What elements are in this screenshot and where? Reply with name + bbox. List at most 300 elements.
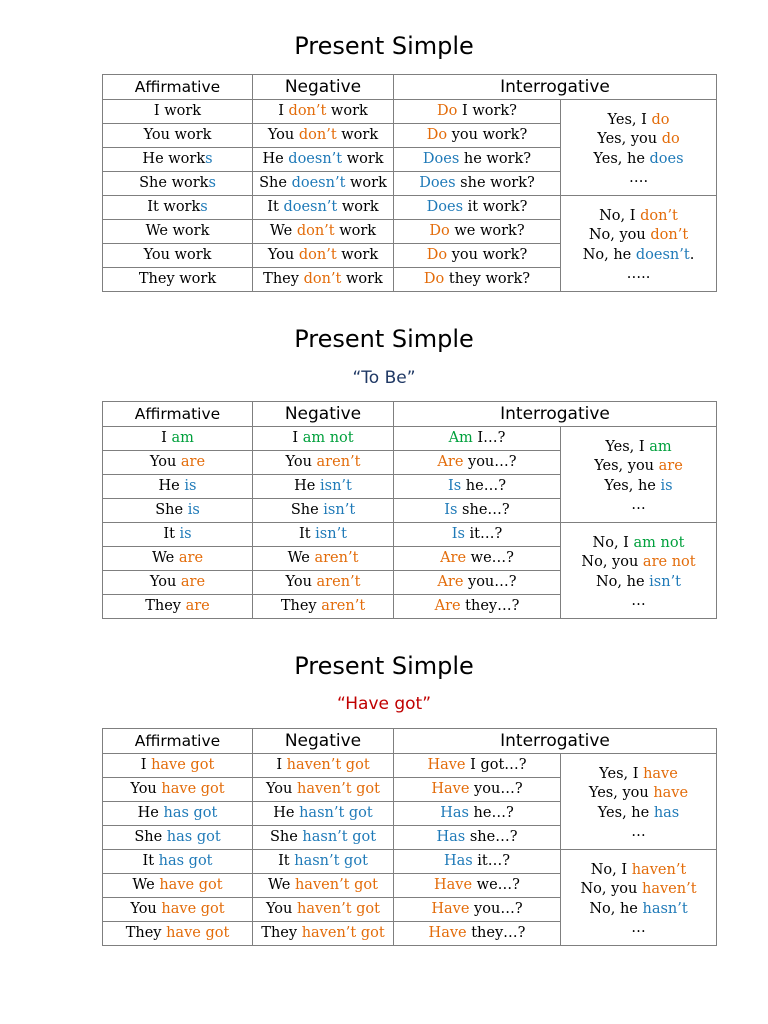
text-segment: Yes, you: [597, 131, 662, 147]
text-segment: They: [145, 598, 186, 614]
interrogative-cell: [394, 778, 561, 802]
header-interrogative: Interrogative: [394, 75, 717, 100]
text-segment: I work?: [457, 103, 517, 119]
highlighted-text: doesn’t: [283, 199, 338, 215]
interrogative-cell: [394, 850, 561, 874]
table-body: [103, 754, 717, 946]
highlighted-text: haven’t got: [286, 757, 370, 773]
short-answer-line: [561, 859, 716, 879]
highlighted-text: have: [643, 765, 678, 782]
text-segment: he work?: [459, 151, 532, 167]
short-answer-line: [561, 475, 716, 495]
text-segment: You: [149, 574, 181, 590]
header-negative: Negative: [253, 75, 394, 100]
negative-cell: [253, 268, 394, 292]
highlighted-text: hasn’t got: [302, 829, 377, 845]
header-affirmative: Affirmative: [103, 402, 253, 427]
affirmative-cell: [103, 451, 253, 475]
text-segment: She: [269, 829, 303, 845]
header-affirmative: Affirmative: [103, 729, 253, 754]
text-segment: He: [137, 805, 164, 821]
interrogative-cell: [394, 826, 561, 850]
highlighted-text: are: [178, 550, 204, 566]
highlighted-text: doesn’t: [635, 246, 690, 263]
highlighted-text: are not: [642, 554, 696, 570]
interrogative-cell: [394, 172, 561, 196]
text-segment: She work: [139, 175, 209, 191]
negative-cell: [253, 220, 394, 244]
text-segment: .: [689, 246, 695, 263]
interrogative-cell: [394, 268, 561, 292]
text-segment: Yes, he: [593, 150, 650, 167]
highlighted-text: haven’t: [641, 881, 697, 897]
highlighted-text: Do: [429, 223, 450, 239]
highlighted-text: Have: [431, 901, 470, 917]
highlighted-text: s: [205, 151, 213, 167]
interrogative-cell: [394, 124, 561, 148]
interrogative-cell: [394, 100, 561, 124]
highlighted-text: haven’t got: [297, 781, 380, 797]
highlighted-text: have got: [161, 781, 225, 797]
text-segment: he…?: [461, 478, 506, 494]
text-segment: She: [134, 829, 167, 845]
highlighted-text: has: [653, 804, 680, 821]
highlighted-text: Does: [419, 175, 456, 191]
highlighted-text: aren’t: [314, 550, 359, 566]
highlighted-text: don’t: [298, 127, 337, 143]
text-segment: …: [631, 593, 646, 609]
highlighted-text: Are: [440, 550, 467, 566]
text-segment: They: [125, 925, 167, 941]
text-segment: No, he: [595, 573, 650, 590]
affirmative-cell: [103, 778, 253, 802]
affirmative-cell: [103, 523, 253, 547]
interrogative-cell: [394, 874, 561, 898]
interrogative-cell: [394, 148, 561, 172]
affirmative-cell: [103, 268, 253, 292]
short-answer-line: [561, 167, 716, 187]
text-segment: No, I: [590, 861, 632, 878]
highlighted-text: am: [171, 430, 194, 446]
text-segment: …: [631, 824, 646, 840]
highlighted-text: isn’t: [323, 502, 356, 518]
text-segment: You: [130, 781, 162, 797]
text-segment: I work: [153, 103, 202, 119]
text-segment: they…?: [460, 598, 520, 614]
text-segment: we work?: [449, 223, 525, 239]
highlighted-text: haven’t got: [301, 925, 385, 941]
text-segment: It: [142, 853, 159, 869]
table-body: [103, 100, 717, 292]
affirmative-cell: [103, 220, 253, 244]
highlighted-text: has got: [163, 805, 218, 821]
text-segment: He: [262, 151, 289, 167]
highlighted-text: Am: [448, 430, 473, 446]
short-answer-line: [561, 532, 716, 552]
highlighted-text: do: [661, 131, 680, 147]
text-segment: We: [268, 877, 295, 893]
highlighted-text: Do: [423, 271, 445, 287]
highlighted-text: Do: [426, 247, 448, 263]
interrogative-cell: [394, 523, 561, 547]
text-segment: I…?: [472, 430, 506, 446]
affirmative-cell: [103, 547, 253, 571]
highlighted-text: have got: [159, 877, 223, 893]
text-segment: Yes, you: [594, 458, 659, 474]
text-segment: You: [149, 454, 181, 470]
text-segment: I: [161, 430, 172, 446]
highlighted-text: Does: [426, 199, 464, 215]
highlighted-text: Have: [434, 877, 473, 893]
table-row: [103, 523, 717, 547]
affirmative-cell: [103, 922, 253, 946]
highlighted-text: don’t: [296, 223, 335, 239]
header-negative: Negative: [253, 729, 394, 754]
negative-cell: [253, 898, 394, 922]
highlighted-text: s: [208, 175, 216, 191]
interrogative-cell: [394, 547, 561, 571]
highlighted-text: is: [184, 478, 197, 494]
highlighted-text: don’t: [288, 103, 327, 119]
text-segment: …..: [626, 266, 651, 282]
highlighted-text: Are: [437, 574, 464, 590]
short-answer-line: [561, 436, 716, 456]
affirmative-cell: [103, 148, 253, 172]
highlighted-text: haven’t got: [294, 877, 378, 893]
negative-cell: [253, 874, 394, 898]
highlighted-text: Has: [440, 805, 469, 821]
header-interrogative: Interrogative: [394, 729, 717, 754]
text-segment: he…?: [468, 805, 514, 821]
text-segment: He: [294, 478, 320, 494]
text-segment: You: [130, 901, 162, 917]
text-segment: He: [158, 478, 185, 494]
text-segment: Yes, I: [607, 111, 652, 128]
highlighted-text: am not: [633, 534, 685, 551]
negative-cell: [253, 571, 394, 595]
short-answers-no: [561, 523, 717, 619]
text-segment: You: [266, 781, 297, 797]
interrogative-cell: [394, 571, 561, 595]
text-segment: She: [290, 502, 324, 518]
text-segment: They: [280, 598, 322, 614]
short-answer-line: [561, 205, 716, 225]
negative-cell: [253, 547, 394, 571]
negative-cell: [253, 826, 394, 850]
text-segment: work: [341, 271, 383, 287]
header-negative: Negative: [253, 402, 394, 427]
text-segment: You: [267, 247, 299, 263]
text-segment: It: [163, 526, 180, 542]
short-answer-line: [561, 917, 716, 937]
short-answer-line: [561, 244, 716, 264]
short-answers-yes: [561, 100, 717, 196]
negative-cell: [253, 475, 394, 499]
short-answer-line: [561, 494, 716, 514]
text-segment: We: [269, 223, 297, 239]
short-answer-line: [561, 802, 716, 822]
text-segment: They: [263, 271, 304, 287]
text-segment: He work: [142, 151, 206, 167]
affirmative-cell: [103, 802, 253, 826]
text-segment: they…?: [466, 925, 526, 941]
affirmative-cell: [103, 244, 253, 268]
highlighted-text: are: [180, 454, 206, 470]
interrogative-cell: [394, 244, 561, 268]
table-row: [103, 850, 717, 874]
interrogative-cell: [394, 802, 561, 826]
highlighted-text: doesn’t: [291, 175, 346, 191]
highlighted-text: don’t: [303, 271, 342, 287]
text-segment: You: [266, 901, 297, 917]
highlighted-text: Have: [431, 781, 470, 797]
table-body: [103, 427, 717, 619]
text-segment: He: [273, 805, 300, 821]
highlighted-text: Have: [427, 757, 466, 773]
interrogative-cell: [394, 196, 561, 220]
table-header-row: [103, 75, 717, 100]
negative-cell: [253, 100, 394, 124]
negative-cell: [253, 499, 394, 523]
highlighted-text: is: [660, 477, 673, 494]
affirmative-cell: [103, 898, 253, 922]
highlighted-text: Does: [422, 151, 460, 167]
highlighted-text: have: [653, 785, 689, 801]
text-segment: No, I: [592, 534, 634, 551]
negative-cell: [253, 244, 394, 268]
highlighted-text: isn’t: [315, 526, 348, 542]
header-affirmative: Affirmative: [103, 75, 253, 100]
highlighted-text: is: [179, 526, 192, 542]
highlighted-text: Is: [451, 526, 465, 542]
text-segment: I: [276, 757, 287, 773]
short-answer-line: [561, 571, 716, 591]
text-segment: work: [326, 103, 368, 119]
negative-cell: [253, 427, 394, 451]
short-answer-line: [561, 898, 716, 918]
highlighted-text: have got: [161, 901, 225, 917]
conjugation-table: [102, 401, 717, 619]
negative-cell: [253, 802, 394, 826]
text-segment: No, you: [588, 227, 651, 243]
highlighted-text: don’t: [640, 207, 678, 224]
highlighted-text: aren’t: [316, 574, 361, 590]
text-segment: it work?: [463, 199, 528, 215]
text-segment: …: [631, 920, 646, 936]
section-title: Present Simple: [294, 325, 474, 353]
text-segment: They work: [138, 271, 217, 287]
highlighted-text: Do: [437, 103, 458, 119]
interrogative-cell: [394, 754, 561, 778]
highlighted-text: Are: [434, 598, 461, 614]
short-answer-line: [561, 148, 716, 168]
text-segment: You: [285, 574, 317, 590]
text-segment: I: [292, 430, 303, 446]
text-segment: we…?: [466, 550, 514, 566]
short-answer-line: [561, 878, 716, 898]
text-segment: It work: [147, 199, 201, 215]
text-segment: You: [267, 127, 299, 143]
interrogative-cell: [394, 499, 561, 523]
highlighted-text: has got: [166, 829, 221, 845]
affirmative-cell: [103, 754, 253, 778]
short-answer-line: [561, 821, 716, 841]
text-segment: she work?: [455, 175, 535, 191]
text-segment: work: [336, 127, 379, 143]
highlighted-text: aren’t: [316, 454, 361, 470]
text-segment: you…?: [469, 901, 523, 917]
highlighted-text: haven’t: [631, 861, 687, 878]
interrogative-cell: [394, 595, 561, 619]
highlighted-text: s: [200, 199, 208, 215]
negative-cell: [253, 451, 394, 475]
section-subtitle: “Have got”: [336, 694, 432, 714]
text-segment: Yes, he: [597, 804, 654, 821]
text-segment: It: [298, 526, 316, 542]
text-segment: She: [259, 175, 292, 191]
text-segment: work: [342, 151, 384, 167]
highlighted-text: Is: [448, 478, 462, 494]
text-segment: I: [140, 757, 152, 773]
affirmative-cell: [103, 124, 253, 148]
text-segment: ….: [628, 170, 649, 186]
text-segment: I got…?: [465, 757, 527, 773]
short-answer-line: [561, 109, 716, 129]
highlighted-text: are: [185, 598, 210, 614]
highlighted-text: is: [187, 502, 200, 518]
short-answer-line: [561, 551, 716, 571]
highlighted-text: am: [649, 438, 672, 455]
text-segment: No, you: [581, 554, 643, 570]
table-row: [103, 100, 717, 124]
highlighted-text: hasn’t got: [299, 805, 373, 821]
text-segment: I: [278, 103, 289, 119]
negative-cell: [253, 523, 394, 547]
highlighted-text: isn’t: [649, 573, 682, 590]
text-segment: We: [287, 550, 315, 566]
highlighted-text: Has: [436, 829, 466, 845]
negative-cell: [253, 196, 394, 220]
interrogative-cell: [394, 220, 561, 244]
short-answer-line: [561, 782, 716, 802]
text-segment: she…?: [465, 829, 518, 845]
text-segment: It: [267, 199, 284, 215]
short-answer-line: [561, 128, 716, 148]
affirmative-cell: [103, 100, 253, 124]
table-row: [103, 427, 717, 451]
highlighted-text: aren’t: [321, 598, 366, 614]
text-segment: No, I: [599, 207, 641, 224]
text-segment: work: [334, 223, 377, 239]
short-answer-line: [561, 263, 716, 283]
text-segment: you…?: [469, 781, 523, 797]
highlighted-text: haven’t got: [297, 901, 380, 917]
text-segment: you…?: [463, 574, 517, 590]
short-answers-yes: [561, 754, 717, 850]
highlighted-text: do: [651, 111, 670, 128]
short-answer-line: [561, 763, 716, 783]
affirmative-cell: [103, 499, 253, 523]
negative-cell: [253, 595, 394, 619]
text-segment: You work: [143, 127, 212, 143]
table-row: [103, 754, 717, 778]
highlighted-text: hasn’t: [642, 900, 688, 917]
highlighted-text: have got: [166, 925, 230, 941]
text-segment: work: [336, 247, 379, 263]
text-segment: We work: [145, 223, 210, 239]
highlighted-text: are: [180, 574, 206, 590]
short-answers-no: [561, 196, 717, 292]
highlighted-text: Are: [437, 454, 464, 470]
text-segment: you…?: [463, 454, 517, 470]
highlighted-text: isn’t: [319, 478, 352, 494]
highlighted-text: hasn’t got: [294, 853, 368, 869]
affirmative-cell: [103, 595, 253, 619]
negative-cell: [253, 172, 394, 196]
text-segment: Yes, I: [605, 438, 650, 455]
affirmative-cell: [103, 427, 253, 451]
affirmative-cell: [103, 850, 253, 874]
table-header-row: [103, 729, 717, 754]
highlighted-text: does: [649, 150, 684, 167]
interrogative-cell: [394, 427, 561, 451]
highlighted-text: Have: [428, 925, 467, 941]
section-title: Present Simple: [294, 652, 474, 680]
text-segment: We: [151, 550, 179, 566]
text-segment: They: [261, 925, 302, 941]
interrogative-cell: [394, 922, 561, 946]
conjugation-table: [102, 74, 717, 292]
highlighted-text: Is: [444, 502, 458, 518]
text-segment: …: [631, 497, 646, 513]
text-segment: It: [278, 853, 295, 869]
table-header-row: [103, 402, 717, 427]
highlighted-text: Has: [443, 853, 473, 869]
text-segment: No, he: [582, 246, 636, 263]
affirmative-cell: [103, 874, 253, 898]
short-answer-line: [561, 590, 716, 610]
text-segment: they work?: [444, 271, 531, 287]
negative-cell: [253, 850, 394, 874]
negative-cell: [253, 148, 394, 172]
section-subtitle: “To Be”: [352, 368, 416, 388]
interrogative-cell: [394, 451, 561, 475]
text-segment: it…?: [464, 526, 503, 542]
highlighted-text: have got: [151, 757, 215, 773]
negative-cell: [253, 778, 394, 802]
negative-cell: [253, 922, 394, 946]
affirmative-cell: [103, 571, 253, 595]
text-segment: Yes, you: [588, 785, 654, 801]
highlighted-text: has got: [158, 853, 213, 869]
text-segment: work: [345, 175, 387, 191]
text-segment: Yes, I: [599, 765, 644, 782]
text-segment: No, he: [589, 900, 643, 917]
text-segment: Yes, he: [604, 477, 661, 494]
highlighted-text: don’t: [650, 227, 689, 243]
text-segment: you work?: [447, 127, 528, 143]
affirmative-cell: [103, 475, 253, 499]
highlighted-text: are: [658, 458, 683, 474]
affirmative-cell: [103, 172, 253, 196]
text-segment: we…?: [472, 877, 520, 893]
text-segment: You: [285, 454, 317, 470]
interrogative-cell: [394, 898, 561, 922]
table-row: [103, 196, 717, 220]
text-segment: you work?: [447, 247, 528, 263]
text-segment: No, you: [580, 881, 642, 897]
header-interrogative: Interrogative: [394, 402, 717, 427]
